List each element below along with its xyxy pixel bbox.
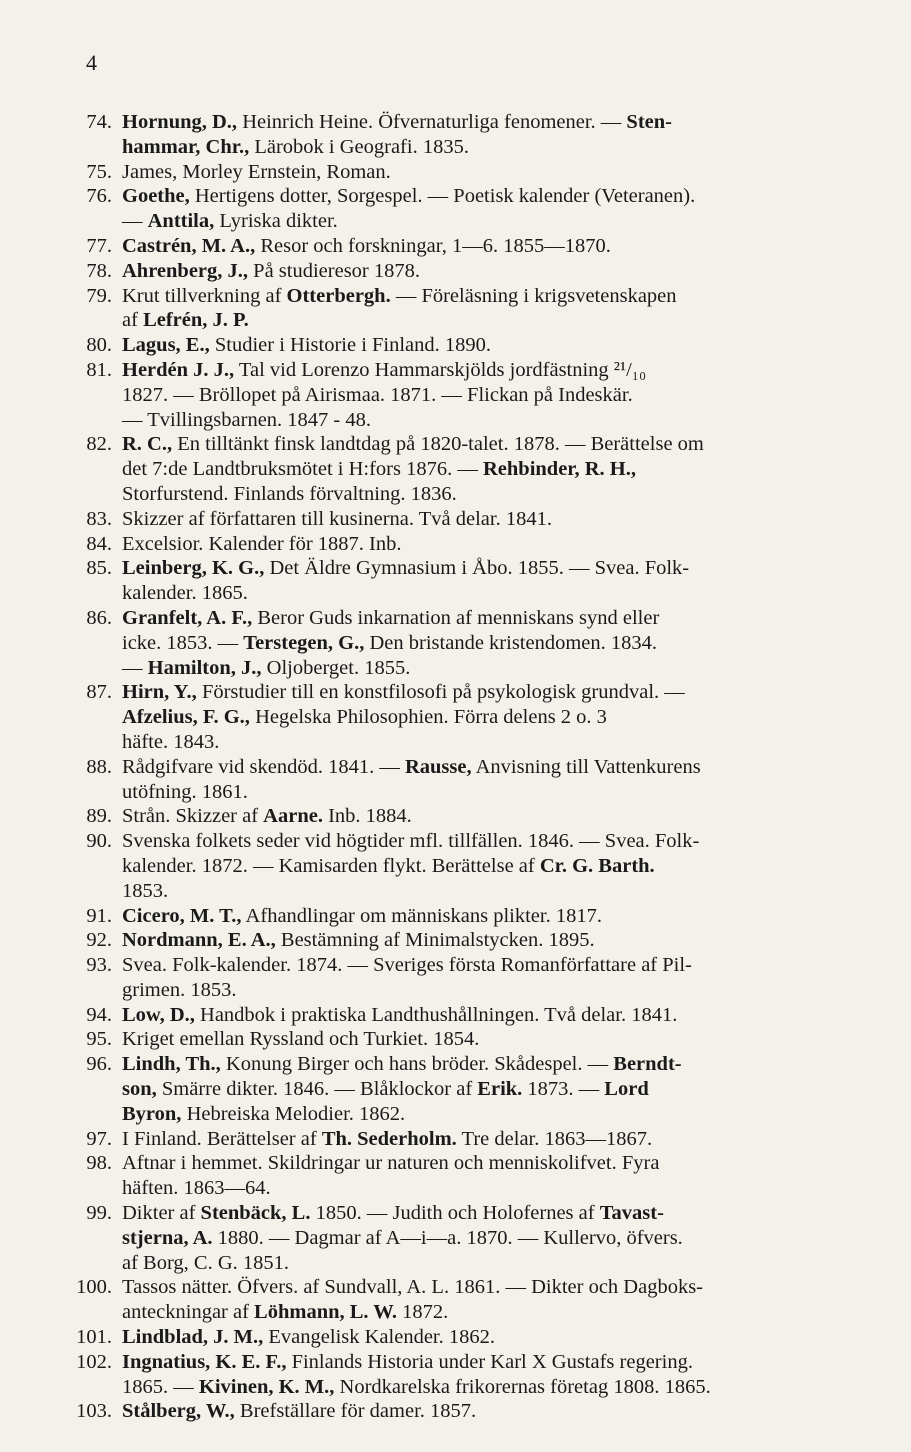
entry-line: Storfurstend. Finlands förvaltning. 1836. <box>122 482 457 505</box>
entry-line: kalender. 1872. — Kamisarden flykt. Berättelse af Cr. G. Barth. <box>122 854 655 877</box>
catalogue-entry <box>70 1003 890 1028</box>
entry-line: I Finland. Berättelser af Th. Sederholm. Tre delar. 1863—1867. <box>122 1127 653 1150</box>
catalogue-entry <box>70 1201 890 1275</box>
entry-line: utöfning. 1861. <box>122 780 248 803</box>
entry-line: Ingnatius, K. E. F., Finlands Historia under Karl X Gustafs regering. <box>122 1350 693 1373</box>
entry-line: — Tvillingsbarnen. 1847 - 48. <box>122 408 372 431</box>
catalogue-entry <box>70 1325 890 1350</box>
entry-number: 87. <box>86 681 112 704</box>
entry-line: son, Smärre dikter. 1846. — Blåklockor af Erik. 1873. — Lord <box>122 1078 649 1101</box>
entry-number: 94. <box>86 1003 112 1026</box>
entry-number: 97. <box>86 1127 112 1150</box>
entry-number: 86. <box>86 606 112 629</box>
entry-text <box>122 184 890 234</box>
entry-number: 89. <box>86 805 112 828</box>
entry-text <box>122 507 890 532</box>
entry-line: Stålberg, W., Brefställare för damer. 1857. <box>122 1400 477 1423</box>
catalogue-entry <box>70 1151 890 1201</box>
catalogue-entries <box>70 110 890 1424</box>
entry-number: 102. <box>76 1350 112 1373</box>
catalogue-entry <box>70 804 890 829</box>
entry-line: R. C., En tilltänkt finsk landtdag på 1820-talet. 1878. — Berättelse om <box>122 433 704 456</box>
entry-text <box>122 1151 890 1201</box>
entry-line: Byron, Hebreiska Melodier. 1862. <box>122 1102 406 1125</box>
entry-line: häften. 1863—64. <box>122 1177 271 1200</box>
entry-line: Lindblad, J. M., Evangelisk Kalender. 1862. <box>122 1326 495 1349</box>
entry-line: 1827. — Bröllopet på Airismaa. 1871. — Flickan på Indeskär. <box>122 383 633 406</box>
entry-line: — Hamilton, J., Oljoberget. 1855. <box>122 656 411 679</box>
catalogue-entry <box>70 1127 890 1152</box>
catalogue-entry <box>70 1052 890 1126</box>
entry-line: Herdén J. J., Tal vid Lorenzo Hammarskjölds jordfästning ²¹/₁₀ <box>122 358 647 381</box>
entry-number: 76. <box>86 185 112 208</box>
catalogue-entry <box>70 284 890 334</box>
entry-line: grimen. 1853. <box>122 978 237 1001</box>
catalogue-entry <box>70 1027 890 1052</box>
entry-text <box>122 110 890 160</box>
entry-text <box>122 284 890 334</box>
catalogue-entry <box>70 928 890 953</box>
catalogue-entry <box>70 904 890 929</box>
catalogue-entry <box>70 160 890 185</box>
entry-text <box>122 804 890 829</box>
entry-line: hammar, Chr., Lärobok i Geografi. 1835. <box>122 135 469 158</box>
entry-line: James, Morley Ernstein, Roman. <box>122 160 391 183</box>
entry-number: 98. <box>86 1152 112 1175</box>
entry-line: Krut tillverkning af Otterbergh. — Föreläsning i krigsvetenskapen <box>122 284 677 307</box>
entry-line: kalender. 1865. <box>122 582 248 605</box>
entry-number: 80. <box>86 334 112 357</box>
entry-line: Hirn, Y., Förstudier till en konstfilosofi på psykologisk grundval. — <box>122 681 685 704</box>
entry-number: 88. <box>86 755 112 778</box>
catalogue-entry <box>70 755 890 805</box>
entry-number: 101. <box>76 1326 112 1349</box>
entry-line: Castrén, M. A., Resor och forskningar, 1—6. 1855—1870. <box>122 234 611 257</box>
entry-number: 91. <box>86 904 112 927</box>
entry-number: 96. <box>86 1053 112 1076</box>
entry-number: 82. <box>86 433 112 456</box>
entry-line: Leinberg, K. G., Det Äldre Gymnasium i Åbo. 1855. — Svea. Folk- <box>122 557 690 580</box>
catalogue-entry <box>70 829 890 903</box>
entry-text <box>122 234 890 259</box>
catalogue-entry <box>70 532 890 557</box>
entry-line: Cicero, M. T., Afhandlingar om människans plikter. 1817. <box>122 904 602 927</box>
entry-number: 99. <box>86 1202 112 1225</box>
entry-line: Strån. Skizzer af Aarne. Inb. 1884. <box>122 805 412 828</box>
catalogue-entry <box>70 606 890 680</box>
entry-number: 92. <box>86 929 112 952</box>
entry-line: Excelsior. Kalender för 1887. Inb. <box>122 532 402 555</box>
entry-line: af Borg, C. G. 1851. <box>122 1251 290 1274</box>
entry-text <box>122 259 890 284</box>
entry-text <box>122 829 890 903</box>
entry-line: af Lefrén, J. P. <box>122 309 249 332</box>
catalogue-entry <box>70 184 890 234</box>
entry-number: 79. <box>86 284 112 307</box>
catalogue-entry <box>70 259 890 284</box>
entry-text <box>122 1325 890 1350</box>
entry-number: 85. <box>86 557 112 580</box>
entry-text <box>122 606 890 680</box>
catalogue-entry <box>70 556 890 606</box>
entry-text <box>122 556 890 606</box>
catalogue-entry <box>70 1350 890 1400</box>
entry-line: — Anttila, Lyriska dikter. <box>122 210 338 233</box>
entry-line: häfte. 1843. <box>122 730 220 753</box>
catalogue-entry <box>70 333 890 358</box>
entry-text <box>122 755 890 805</box>
entry-line: Goethe, Hertigens dotter, Sorgespel. — Poetisk kalender (Veteranen). <box>122 185 696 208</box>
entry-number: 77. <box>86 234 112 257</box>
catalogue-entry <box>70 234 890 259</box>
entry-text <box>122 1003 890 1028</box>
entry-number: 81. <box>86 358 112 381</box>
entry-text <box>122 1027 890 1052</box>
catalogue-entry <box>70 358 890 432</box>
entry-line: Kriget emellan Ryssland och Turkiet. 1854. <box>122 1028 480 1051</box>
entry-number: 83. <box>86 507 112 530</box>
entry-line: anteckningar af Löhmann, L. W. 1872. <box>122 1301 449 1324</box>
entry-text <box>122 1052 890 1126</box>
entry-text <box>122 928 890 953</box>
catalogue-entry <box>70 432 890 506</box>
entry-line: 1865. — Kivinen, K. M., Nordkarelska frikorernas företag 1808. 1865. <box>122 1375 711 1398</box>
entry-line: Ahrenberg, J., På studieresor 1878. <box>122 259 420 282</box>
catalogue-entry <box>70 680 890 754</box>
entry-line: Svea. Folk-kalender. 1874. — Sveriges första Romanförfattare af Pil- <box>122 954 692 977</box>
catalogue-entry <box>70 110 890 160</box>
catalogue-entry <box>70 1275 890 1325</box>
entry-line: Lagus, E., Studier i Historie i Finland. 1890. <box>122 334 492 357</box>
entry-text <box>122 953 890 1003</box>
entry-text <box>122 1201 890 1275</box>
page-number: 4 <box>86 50 97 75</box>
entry-line: Tassos nätter. Öfvers. af Sundvall, A. L. 1861. — Dikter och Dagboks- <box>122 1276 704 1299</box>
entry-line: Low, D., Handbok i praktiska Landthushållningen. Två delar. 1841. <box>122 1003 678 1026</box>
catalogue-entry <box>70 953 890 1003</box>
entry-line: Hornung, D., Heinrich Heine. Öfvernaturliga fenomener. — Sten- <box>122 111 672 133</box>
entry-line: det 7:de Landtbruksmötet i H:fors 1876. — Rehbinder, R. H., <box>122 458 637 481</box>
entry-number: 74. <box>86 111 112 133</box>
entry-text <box>122 680 890 754</box>
entry-line: Aftnar i hemmet. Skildringar ur naturen och menniskolifvet. Fyra <box>122 1152 660 1175</box>
entry-text <box>122 160 890 185</box>
entry-number: 84. <box>86 532 112 555</box>
entry-text <box>122 904 890 929</box>
entry-number: 100. <box>76 1276 112 1299</box>
entry-text <box>122 432 890 506</box>
entry-line: Skizzer af författaren till kusinerna. Två delar. 1841. <box>122 507 552 530</box>
catalogue-entry <box>70 507 890 532</box>
entry-line: icke. 1853. — Terstegen, G., Den bristande kristendomen. 1834. <box>122 631 658 654</box>
entry-text <box>122 1350 890 1400</box>
entry-number: 90. <box>86 830 112 853</box>
catalogue-entry <box>70 1399 890 1424</box>
entry-number: 78. <box>86 259 112 282</box>
entry-line: Rådgifvare vid skendöd. 1841. — Rausse, Anvisning till Vattenkurens <box>122 755 701 778</box>
entry-line: Lindh, Th., Konung Birger och hans bröder. Skådespel. — Berndt- <box>122 1053 682 1076</box>
entry-text <box>122 532 890 557</box>
entry-line: Svenska folkets seder vid högtider mfl. tillfällen. 1846. — Svea. Folk- <box>122 830 700 853</box>
entry-line: Dikter af Stenbäck, L. 1850. — Judith och Holofernes af Tavast- <box>122 1202 664 1225</box>
entry-number: 95. <box>86 1028 112 1051</box>
entry-line: stjerna, A. 1880. — Dagmar af A—i—a. 1870. — Kullervo, öfvers. <box>122 1226 683 1249</box>
entry-number: 93. <box>86 954 112 977</box>
entry-text <box>122 1275 890 1325</box>
entry-line: Afzelius, F. G., Hegelska Philosophien. Förra delens 2 o. 3 <box>122 706 607 729</box>
entry-text <box>122 333 890 358</box>
entry-number: 103. <box>76 1400 112 1423</box>
entry-text <box>122 1399 890 1424</box>
entry-line: 1853. <box>122 879 169 902</box>
entry-text <box>122 358 890 432</box>
entry-line: Nordmann, E. A., Bestämning af Minimalstycken. 1895. <box>122 929 595 952</box>
entry-text <box>122 1127 890 1152</box>
entry-line: Granfelt, A. F., Beror Guds inkarnation af menniskans synd eller <box>122 606 660 629</box>
entry-number: 75. <box>86 160 112 183</box>
